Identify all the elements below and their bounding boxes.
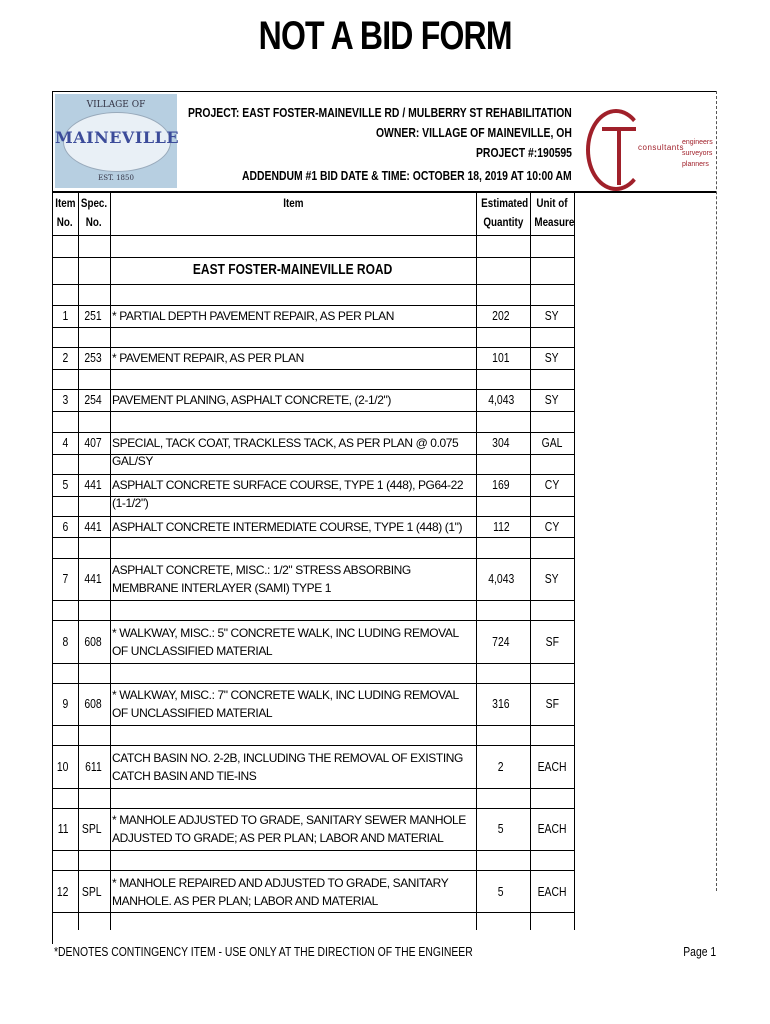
row-spec-no: 611 [85, 759, 102, 774]
row-unit: SY [545, 571, 559, 586]
grid-hline [52, 411, 574, 412]
consultant-side-line: surveyors [682, 150, 713, 157]
row-unit: GAL [541, 435, 563, 450]
grid-hline [52, 474, 574, 475]
logo-bottom-text: EST. 1850 [98, 174, 134, 182]
row-item-description: ASPHALT CONCRETE SURFACE COURSE, TYPE 1 (448), PG64-22 (1-1/2") [112, 478, 464, 510]
row-quantity: 4,043 [487, 392, 515, 407]
row-spec-no: SPL [82, 884, 102, 899]
row-item-no: 12 [56, 884, 68, 899]
row-unit: SY [545, 350, 559, 365]
row-item-no: 1 [62, 308, 68, 323]
row-spec-no: 251 [84, 308, 102, 323]
footnote: *DENOTES CONTINGENCY ITEM - USE ONLY AT THE DIRECTION OF THE ENGINEER [54, 944, 473, 959]
row-item-no: 9 [62, 696, 68, 711]
header-divider [52, 191, 716, 193]
col-unit: Unit of Measure [534, 196, 575, 229]
row-unit: EACH [537, 759, 567, 774]
grid-hline [52, 327, 574, 328]
row-item-description: ASPHALT CONCRETE INTERMEDIATE COURSE, TYPE 1 (448) (1") [112, 520, 463, 534]
grid-vline [476, 193, 477, 930]
row-item-description: * PARTIAL DEPTH PAVEMENT REPAIR, AS PER PLAN [112, 309, 395, 323]
grid-vline [574, 193, 575, 930]
row-unit: SF [545, 696, 559, 711]
row-item-no: 6 [62, 519, 68, 534]
row-item-description: * PAVEMENT REPAIR, AS PER PLAN [112, 351, 304, 365]
row-unit: SY [545, 392, 559, 407]
consultant-text: consultants [638, 143, 684, 152]
row-unit: SF [545, 634, 559, 649]
page-number: Page 1 [683, 944, 716, 959]
grid-hline [52, 850, 574, 851]
consultant-side-line: engineers [682, 139, 713, 146]
row-item-description: * MANHOLE REPAIRED AND ADJUSTED TO GRADE, SANITARY MANHOLE. AS PER PLAN; LABOR AND MATERIAL [112, 876, 449, 908]
row-unit: SY [545, 308, 559, 323]
col-item: Item [282, 196, 304, 210]
row-item-description: PAVEMENT PLANING, ASPHALT CONCRETE, (2-1/2") [112, 393, 391, 407]
grid-hline [52, 516, 574, 517]
row-item-description: CATCH BASIN NO. 2-2B, INCLUDING THE REMOVAL OF EXISTING CATCH BASIN AND TIE-INS [112, 751, 463, 783]
consultant-c-mark [586, 109, 646, 191]
grid-hline [52, 788, 574, 789]
bid-date-line: BID DATE & TIME: OCTOBER 18, 2019 AT 10:00 AM [320, 168, 572, 183]
document-title: NOT A BID FORM [258, 14, 512, 58]
row-item-no: 11 [57, 821, 68, 836]
grid-hline [52, 663, 574, 664]
logo-name: MAINEVILLE [55, 128, 180, 147]
grid-hline [52, 537, 574, 538]
logo-top-text: VILLAGE OF [86, 100, 146, 110]
row-quantity: 724 [492, 634, 510, 649]
row-quantity: 2 [498, 759, 504, 774]
grid-hline [52, 683, 574, 684]
right-edge [716, 91, 718, 891]
grid-vline [52, 193, 53, 930]
row-quantity: 202 [492, 308, 510, 323]
project-line: PROJECT: EAST FOSTER-MAINEVILLE RD / MULBERRY ST REHABILITATION [188, 105, 572, 120]
col-quantity: Estimated Quantity [481, 196, 529, 229]
grid-hline [52, 389, 574, 390]
row-spec-no: 441 [84, 477, 102, 492]
grid-hline [52, 912, 574, 913]
consultant-side-line: planners [682, 161, 709, 168]
section-title: EAST FOSTER-MAINEVILLE ROAD [193, 261, 393, 278]
row-item-description: ASPHALT CONCRETE, MISC.: 1/2" STRESS ABSORBING MEMBRANE INTERLAYER (SAMI) TYPE 1 [112, 563, 411, 595]
row-unit: EACH [537, 821, 567, 836]
row-item-no: 3 [62, 392, 68, 407]
grid-vline [110, 193, 111, 930]
consultant-logo [586, 103, 713, 189]
row-spec-no: 407 [84, 435, 102, 450]
grid-hline [52, 745, 574, 746]
row-spec-no: 608 [84, 634, 102, 649]
row-quantity: 316 [492, 696, 510, 711]
grid-hline [52, 369, 574, 370]
row-quantity: 169 [492, 477, 510, 492]
grid-hline [52, 600, 574, 601]
row-item-no: 7 [62, 571, 68, 586]
grid-hline [52, 808, 574, 809]
row-quantity: 101 [492, 350, 510, 365]
grid-hline [52, 620, 574, 621]
project-number: PROJECT #:190595 [476, 145, 572, 160]
grid-hline [52, 870, 574, 871]
row-spec-no: SPL [82, 821, 102, 836]
row-item-no: 5 [62, 477, 68, 492]
row-item-no: 2 [62, 350, 68, 365]
row-unit: CY [544, 477, 560, 492]
row-spec-no: 441 [84, 571, 102, 586]
row-item-no: 10 [56, 759, 68, 774]
row-item-description: * WALKWAY, MISC.: 5" CONCRETE WALK, INC LUDING REMOVAL OF UNCLASSIFIED MATERIAL [112, 626, 459, 658]
row-item-description: * MANHOLE ADJUSTED TO GRADE, SANITARY SEWER MANHOLE ADJUSTED TO GRADE; AS PER PLAN; LABOR AND MATERIAL [112, 813, 466, 845]
row-spec-no: 254 [84, 392, 102, 407]
row-spec-no: 608 [84, 696, 102, 711]
grid-hline [52, 558, 574, 559]
grid-hline [52, 257, 574, 258]
row-quantity: 112 [492, 519, 510, 534]
row-unit: CY [544, 519, 560, 534]
grid-hline [52, 305, 574, 306]
consultant-side-text [682, 137, 713, 170]
grid-hline [52, 725, 574, 726]
col-item-no: Item No. [54, 196, 76, 229]
row-spec-no: 441 [84, 519, 102, 534]
row-item-description: * WALKWAY, MISC.: 7" CONCRETE WALK, INC LUDING REMOVAL OF UNCLASSIFIED MATERIAL [112, 688, 459, 720]
grid-hline [52, 347, 574, 348]
row-item-description: SPECIAL, TACK COAT, TRACKLESS TACK, AS PER PLAN @ 0.075 GAL/SY [112, 436, 459, 468]
row-unit: EACH [537, 884, 567, 899]
grid-hline [52, 432, 574, 433]
grid-hline [52, 235, 574, 236]
row-quantity: 5 [498, 884, 504, 899]
row-item-no: 4 [62, 435, 68, 450]
grid-vline [530, 193, 531, 930]
row-spec-no: 253 [84, 350, 102, 365]
grid-vline [78, 193, 79, 930]
col-spec-no: Spec. No. [80, 196, 108, 229]
row-quantity: 4,043 [487, 571, 515, 586]
consultant-t-stem [617, 127, 621, 185]
row-item-no: 8 [62, 634, 68, 649]
owner-line: OWNER: VILLAGE OF MAINEVILLE, OH [376, 125, 572, 140]
addendum-label: ADDENDUM #1 [242, 168, 318, 183]
row-quantity: 304 [492, 435, 510, 450]
row-quantity: 5 [498, 821, 504, 836]
grid-hline [52, 284, 574, 285]
